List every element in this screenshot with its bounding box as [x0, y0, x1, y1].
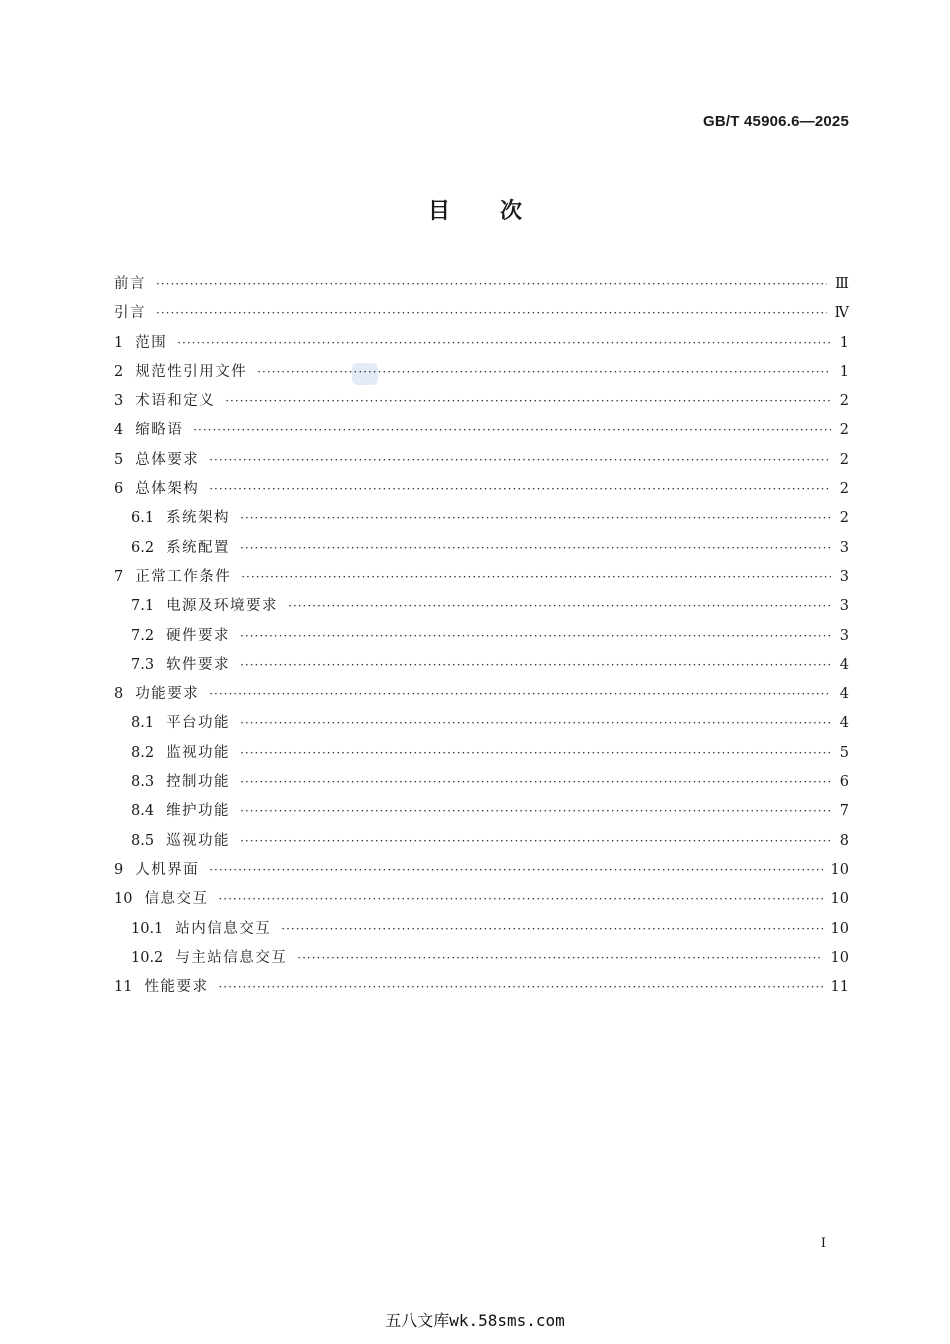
- toc-entry-number: 7.3: [131, 656, 155, 673]
- toc-entry-label: 信息交互: [144, 891, 209, 908]
- toc-entry-number: 8.5: [131, 832, 155, 849]
- toc-entry[interactable]: [114, 768, 849, 797]
- toc-entry[interactable]: [114, 680, 849, 709]
- toc-leader-dots: [241, 563, 831, 592]
- toc-entry[interactable]: [114, 856, 849, 885]
- toc-entry[interactable]: [114, 592, 849, 621]
- toc-entry-number: 5: [114, 451, 124, 468]
- toc-entry-number: 10.1: [131, 920, 164, 937]
- toc-leader-dots: [156, 270, 827, 299]
- toc-leader-dots: [225, 387, 831, 416]
- toc-entry-number: 1: [114, 334, 124, 351]
- toc-leader-dots: [209, 446, 831, 475]
- toc-entry-page: Ⅲ: [835, 276, 849, 292]
- toc-entry-number: 4: [114, 422, 124, 439]
- toc-entry[interactable]: [114, 797, 849, 826]
- toc-entry-number: 8.3: [131, 774, 155, 791]
- toc-entry-number: 8.1: [131, 715, 155, 732]
- toc-entry-page: 2: [839, 393, 849, 410]
- toc-entry[interactable]: [114, 973, 849, 1002]
- toc-leader-dots: [209, 856, 822, 885]
- toc-entry[interactable]: [114, 475, 849, 504]
- toc-entry-page: 2: [839, 481, 849, 498]
- toc-leader-dots: [240, 709, 831, 738]
- table-of-contents: [114, 270, 849, 1002]
- toc-leader-dots: [218, 885, 822, 914]
- toc-entry-label: 性能要求: [144, 979, 209, 996]
- toc-entry-label: 系统配置: [166, 539, 231, 556]
- toc-entry[interactable]: [114, 739, 849, 768]
- toc-leader-dots: [177, 329, 831, 358]
- title-char-2: 次: [500, 199, 523, 224]
- toc-entry[interactable]: [114, 299, 849, 328]
- toc-leader-dots: [240, 504, 831, 533]
- toc-entry-label: 系统架构: [166, 510, 231, 527]
- toc-entry[interactable]: [114, 563, 849, 592]
- toc-entry-page: 10: [830, 920, 849, 937]
- toc-entry[interactable]: [114, 915, 849, 944]
- toc-entry[interactable]: [114, 416, 849, 445]
- toc-entry-number: 7.1: [131, 598, 155, 615]
- toc-entry-number: 6.1: [131, 510, 155, 527]
- toc-leader-dots: [240, 622, 831, 651]
- toc-leader-dots: [257, 358, 831, 387]
- toc-leader-dots: [281, 915, 822, 944]
- toc-entry-label: 人机界面: [135, 861, 200, 878]
- toc-leader-dots: [240, 797, 831, 826]
- toc-entry-page: 3: [839, 598, 849, 615]
- toc-entry[interactable]: [114, 358, 849, 387]
- toc-entry-page: 2: [839, 422, 849, 439]
- toc-entry-label: 控制功能: [166, 774, 231, 791]
- page-number: I: [820, 1236, 826, 1251]
- toc-entry-label: 总体要求: [135, 451, 200, 468]
- toc-entry-number: 6.2: [131, 539, 155, 556]
- toc-entry-number: 7: [114, 568, 124, 585]
- toc-leader-dots: [240, 739, 831, 768]
- toc-leader-dots: [240, 768, 831, 797]
- toc-entry-label: 正常工作条件: [135, 568, 232, 585]
- toc-entry-page: 2: [839, 451, 849, 468]
- toc-entry-page: 10: [830, 891, 849, 908]
- title-char-1: 目: [427, 199, 450, 224]
- toc-entry-number: 9: [114, 861, 124, 878]
- toc-entry-page: 3: [839, 627, 849, 644]
- toc-entry-page: 4: [839, 656, 849, 673]
- toc-leader-dots: [240, 827, 831, 856]
- toc-entry-label: 缩略语: [135, 422, 184, 439]
- toc-entry-page: 8: [839, 832, 849, 849]
- toc-leader-dots: [240, 651, 831, 680]
- toc-entry-number: 2: [114, 363, 124, 380]
- toc-entry[interactable]: [114, 387, 849, 416]
- toc-entry-label: 引言: [114, 305, 146, 322]
- toc-entry[interactable]: [114, 827, 849, 856]
- toc-entry-label: 范围: [135, 334, 168, 351]
- toc-entry-page: 4: [839, 715, 849, 732]
- toc-entry[interactable]: [114, 651, 849, 680]
- toc-entry-number: 7.2: [131, 627, 155, 644]
- toc-entry[interactable]: [114, 329, 849, 358]
- toc-entry[interactable]: [114, 270, 849, 299]
- toc-leader-dots: [193, 416, 831, 445]
- toc-entry[interactable]: [114, 504, 849, 533]
- toc-entry[interactable]: [114, 709, 849, 738]
- toc-leader-dots: [209, 680, 831, 709]
- toc-entry-label: 维护功能: [166, 803, 231, 820]
- toc-entry-label: 巡视功能: [166, 832, 231, 849]
- footer-site-text: 五八文库wk.58sms.com: [385, 1311, 565, 1330]
- toc-entry-number: 6: [114, 481, 124, 498]
- toc-entry-page: 1: [839, 363, 849, 380]
- toc-entry-label: 术语和定义: [135, 393, 216, 410]
- toc-entry-page: 6: [839, 774, 849, 791]
- toc-entry-page: 4: [839, 686, 849, 703]
- toc-entry-page: 10: [830, 949, 849, 966]
- toc-leader-dots: [240, 534, 831, 563]
- toc-entry-label: 前言: [114, 276, 146, 292]
- toc-entry-number: 8.2: [131, 744, 155, 761]
- toc-entry-number: 10.2: [131, 949, 164, 966]
- toc-entry-page: 11: [830, 979, 849, 996]
- toc-entry-page: 7: [839, 803, 849, 820]
- toc-entry-page: 5: [839, 744, 849, 761]
- toc-leader-dots: [209, 475, 831, 504]
- toc-entry-page: 2: [839, 510, 849, 527]
- toc-leader-dots: [288, 592, 831, 621]
- toc-entry[interactable]: [114, 944, 849, 973]
- toc-entry-label: 平台功能: [166, 715, 231, 732]
- toc-entry-page: 3: [839, 539, 849, 556]
- toc-leader-dots: [218, 973, 822, 1002]
- toc-entry-label: 功能要求: [135, 686, 200, 703]
- toc-entry[interactable]: [114, 446, 849, 475]
- toc-entry[interactable]: [114, 885, 849, 914]
- toc-entry-page: Ⅳ: [834, 305, 849, 322]
- toc-leader-dots: [156, 299, 827, 328]
- toc-entry-number: 3: [114, 393, 124, 410]
- toc-entry-number: 8: [114, 686, 124, 703]
- toc-entry-label: 站内信息交互: [175, 920, 272, 937]
- toc-entry-page: 10: [830, 861, 849, 878]
- toc-entry-label: 与主站信息交互: [175, 949, 288, 966]
- standard-number: GB/T 45906.6—2025: [703, 113, 849, 130]
- toc-entry-label: 电源及环境要求: [166, 598, 279, 615]
- toc-entry-number: 10: [114, 891, 133, 908]
- toc-entry-number: 8.4: [131, 803, 155, 820]
- toc-entry-label: 监视功能: [166, 744, 231, 761]
- toc-entry-label: 总体架构: [135, 481, 200, 498]
- page-title: [0, 194, 950, 225]
- toc-entry[interactable]: [114, 534, 849, 563]
- toc-entry-page: 3: [839, 568, 849, 585]
- toc-entry-label: 软件要求: [166, 656, 231, 673]
- toc-entry-label: 规范性引用文件: [135, 363, 248, 380]
- toc-entry-page: 1: [839, 334, 849, 351]
- toc-entry-number: 11: [114, 979, 133, 996]
- toc-entry-label: 硬件要求: [166, 627, 231, 644]
- toc-leader-dots: [297, 944, 822, 973]
- toc-entry[interactable]: [114, 622, 849, 651]
